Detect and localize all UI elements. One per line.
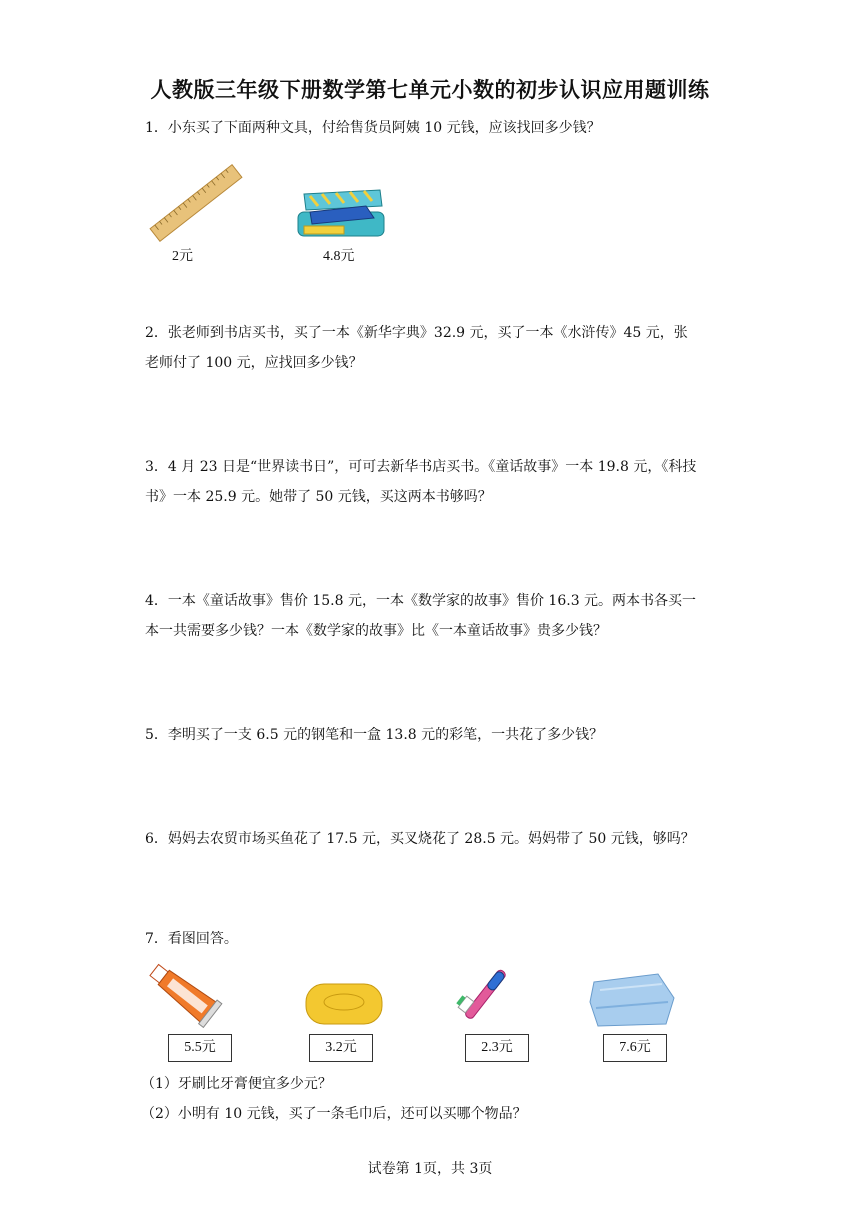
- page-footer: 试卷第 1页，共 3页: [367, 1161, 493, 1177]
- question-3: [145, 452, 725, 512]
- soap-image: [304, 980, 384, 1028]
- question-3-line-1: 3．4 月 23 日是“世界读书日”，可可去新华书店买书。《童话故事》一本 19.8 元，《科技: [145, 459, 697, 475]
- question-7-text: 7．看图回答。: [145, 931, 238, 947]
- question-5: [145, 720, 725, 750]
- question-7: [145, 924, 725, 954]
- question-4-line-2: 本一共需要多少钱？一本《数学家的故事》比《一本童话故事》贵多少钱？: [145, 623, 607, 639]
- toothbrush-price: 2.3元: [465, 1034, 529, 1062]
- question-1-text: 1．小东买了下面两种文具，付给售货员阿姨 10 元钱，应该找回多少钱？: [145, 120, 601, 136]
- towel-price: 7.6元: [603, 1034, 667, 1062]
- stapler-image: [296, 184, 388, 242]
- question-1: [145, 113, 725, 143]
- toothpaste-price: 5.5元: [168, 1034, 232, 1062]
- question-6-text: 6．妈妈去农贸市场买鱼花了 17.5 元，买叉烧花了 28.5 元。妈妈带了 50 元钱，够吗？: [145, 831, 695, 847]
- ruler-image: [146, 163, 246, 243]
- ruler-price: 2元: [172, 249, 193, 264]
- question-6: [145, 824, 725, 854]
- question-3-line-2: 书》一本 25.9 元。她带了 50 元钱，买这两本书够吗？: [145, 489, 492, 505]
- question-4-line-1: 4．一本《童话故事》售价 15.8 元，一本《数学家的故事》售价 16.3 元。两本书各买一: [145, 593, 697, 609]
- stapler-price: 4.8元: [323, 249, 355, 264]
- page-title: 人教版三年级下册数学第七单元小数的初步认识应用题训练: [150, 78, 710, 102]
- question-7-sub: [141, 1069, 721, 1129]
- towel-image: [588, 968, 678, 1030]
- question-2: [145, 318, 725, 378]
- question-2-line-1: 2．张老师到书店买书，买了一本《新华字典》32.9 元，买了一本《水浒传》45 元，张: [145, 325, 688, 341]
- question-5-text: 5．李明买了一支 6.5 元的钢笔和一盒 13.8 元的彩笔，一共花了多少钱？: [145, 727, 604, 743]
- toothpaste-image: [143, 962, 225, 1028]
- question-4: [145, 586, 725, 646]
- soap-price: 3.2元: [309, 1034, 373, 1062]
- question-7-sub-2: （2）小明有 10 元钱，买了一条毛巾后，还可以买哪个物品？: [141, 1106, 527, 1122]
- toothbrush-image: [454, 960, 518, 1032]
- question-7-sub-1: （1）牙刷比牙膏便宜多少元？: [141, 1076, 332, 1092]
- question-2-line-2: 老师付了 100 元，应找回多少钱？: [145, 355, 363, 371]
